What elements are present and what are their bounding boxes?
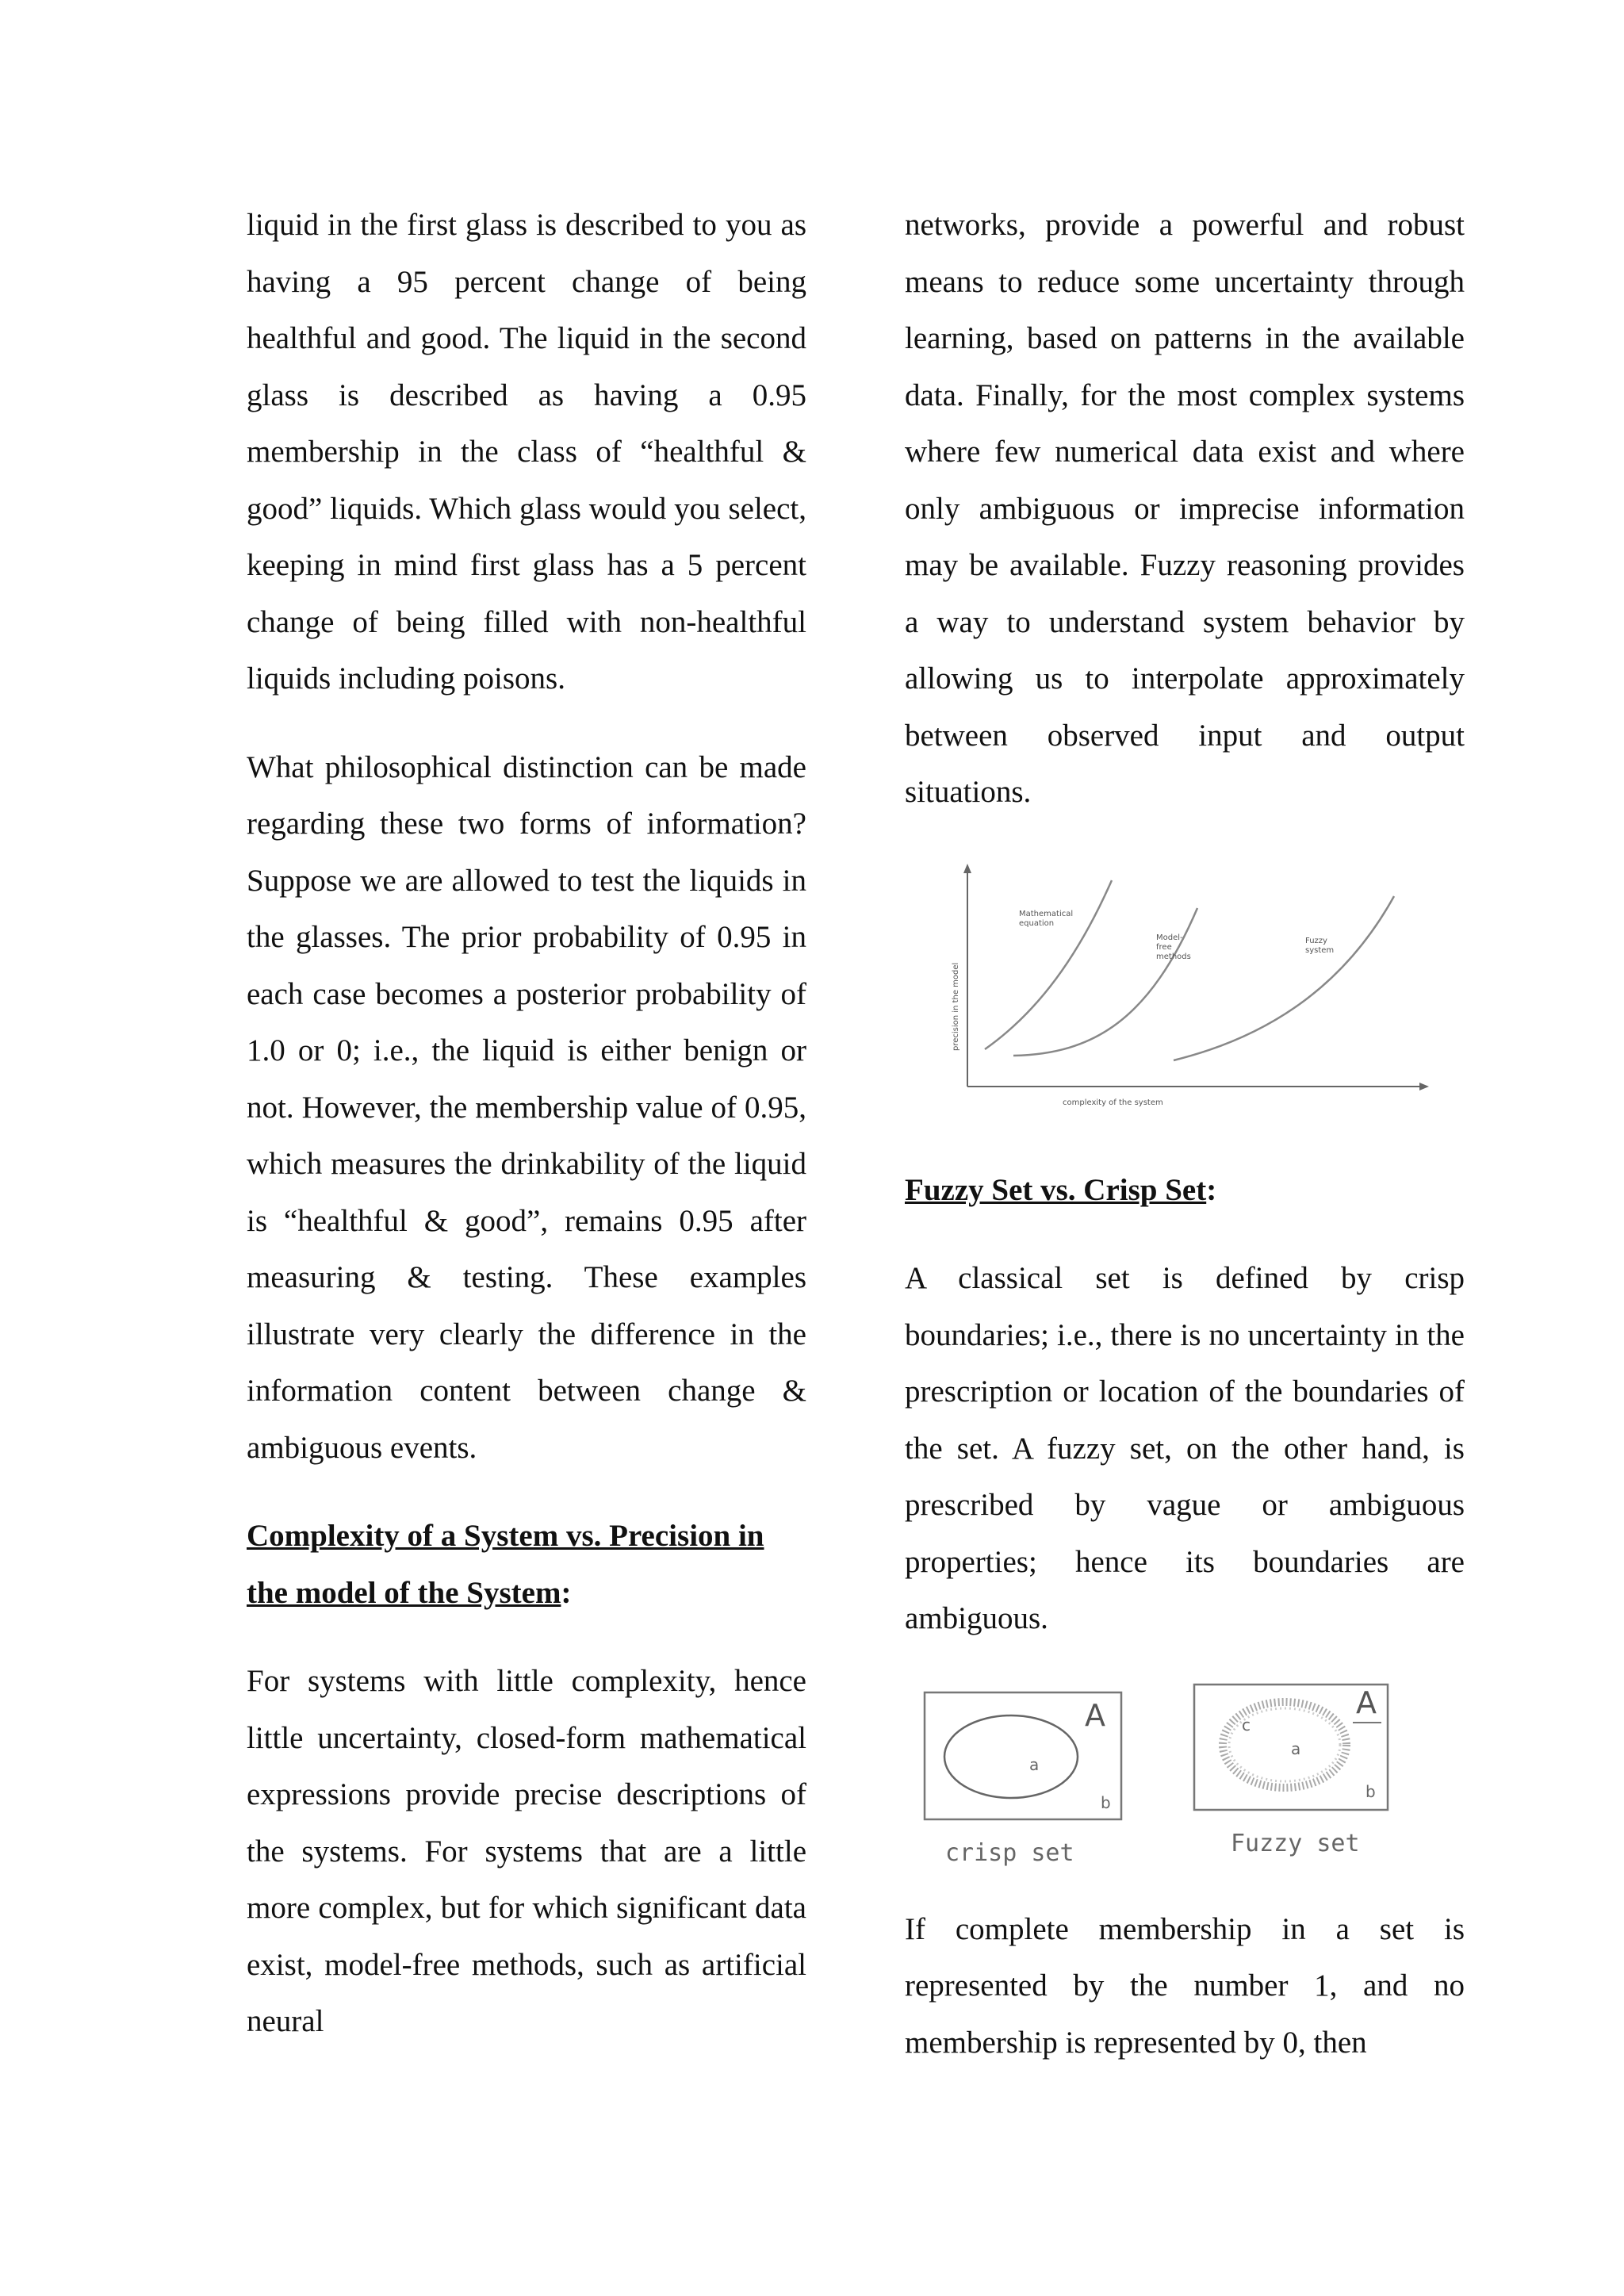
crisp-fuzzy-set-figure: [912, 1681, 1404, 1888]
x-axis-arrow: [1419, 1083, 1429, 1091]
label-model-free-1: Model-: [1156, 933, 1183, 942]
curve-fuzzy-system: [1174, 896, 1394, 1060]
heading-fuzzy-crisp-text: Fuzzy Set vs. Crisp Set: [905, 1172, 1207, 1207]
curve-mathematical-equation: [985, 880, 1112, 1049]
label-model-free-2: free: [1156, 943, 1172, 952]
y-axis-arrow: [963, 864, 971, 873]
crisp-element-b: b: [1101, 1793, 1111, 1812]
label-fuzzy-system-1: Fuzzy: [1305, 937, 1327, 945]
fuzzy-set-caption: Fuzzy set: [1231, 1830, 1360, 1857]
label-model-free-3: methods: [1156, 953, 1191, 961]
heading-complexity-colon: :: [561, 1575, 572, 1610]
crisp-set-caption: crisp set: [945, 1839, 1074, 1867]
left-column: [247, 197, 806, 2050]
section-heading-complexity: [247, 1508, 806, 1621]
fuzzy-element-a: a: [1291, 1739, 1301, 1758]
fuzzy-element-c: c: [1242, 1715, 1251, 1734]
label-fuzzy-system-2: system: [1305, 946, 1335, 955]
x-axis-label: complexity of the system: [1063, 1098, 1163, 1107]
crisp-set-letter: A: [1085, 1698, 1105, 1733]
paragraph-classical-set: A classical set is defined by crisp boundaries; i.e., there is no uncertainty in the prescription or location of the boundaries of the set. A fuzzy set, on the other hand, is prescribed by vague or ambiguous properties; hence its boundaries are ambiguous.: [905, 1261, 1465, 1635]
label-mathematical-equation-1: Mathematical: [1019, 910, 1074, 918]
label-mathematical-equation-2: equation: [1019, 919, 1055, 928]
paragraph-neural-networks: networks, provide a powerful and robust means to reduce some uncertainty through learning, based on patterns in the available data. Finally, for the most complex systems where few numerical data exist and where only ambiguous or imprecise information may be available. Fuzzy reasoning provides a way to understand system behavior by allowing us to interpolate approximately between observed input and output situations.: [905, 208, 1465, 809]
fuzzy-element-b: b: [1365, 1782, 1376, 1801]
curve-model-free-methods: [1013, 908, 1197, 1056]
fuzzy-set-letter: A: [1356, 1685, 1377, 1720]
crisp-element-a: a: [1029, 1755, 1040, 1774]
y-axis-label: precision in the model: [952, 962, 960, 1051]
paragraph-complete-membership: If complete membership in a set is represented by the number 1, and no membership is represented by 0, then: [905, 1911, 1465, 2060]
paragraph-philosophical-distinction: What philosophical distinction can be made regarding these two forms of information? Suppose we are allowed to test the liquids in the glasses. The prior probability of 0.95 in each case becomes a posterior probability of 1.0 or 0; i.e., the liquid is either benign or not. However, the membership value of 0.95, which measures the drinkability of the liquid is “healthful & good”, remains 0.95 after measuring & testing. These examples illustrate very clearly the difference in the information content between change & ambiguous events.: [247, 749, 806, 1465]
paragraph-glasses: liquid in the first glass is described to you as having a 95 percent change of being healthful and good. The liquid in the second glass is described as having a 0.95 membership in the class of “healthful & good” liquids. Which glass would you select, keeping in mind first glass has a 5 percent change of being filled with non-healthful liquids including poisons.: [247, 208, 806, 696]
heading-fuzzy-crisp-colon: :: [1206, 1172, 1217, 1207]
heading-complexity-text: Complexity of a System vs. Precision in the model of the System: [247, 1519, 764, 1610]
crisp-set-ellipse: [944, 1715, 1078, 1798]
complexity-precision-figure: [944, 861, 1435, 1114]
section-heading-fuzzy-vs-crisp: [905, 1162, 1465, 1219]
paragraph-systems-complexity: For systems with little complexity, hence little uncertainty, closed-form mathematical expressions provide precise descriptions of the systems. For systems that are a little more complex, but for which significant data exist, model-free methods, such as artificial neural: [247, 1664, 806, 2038]
